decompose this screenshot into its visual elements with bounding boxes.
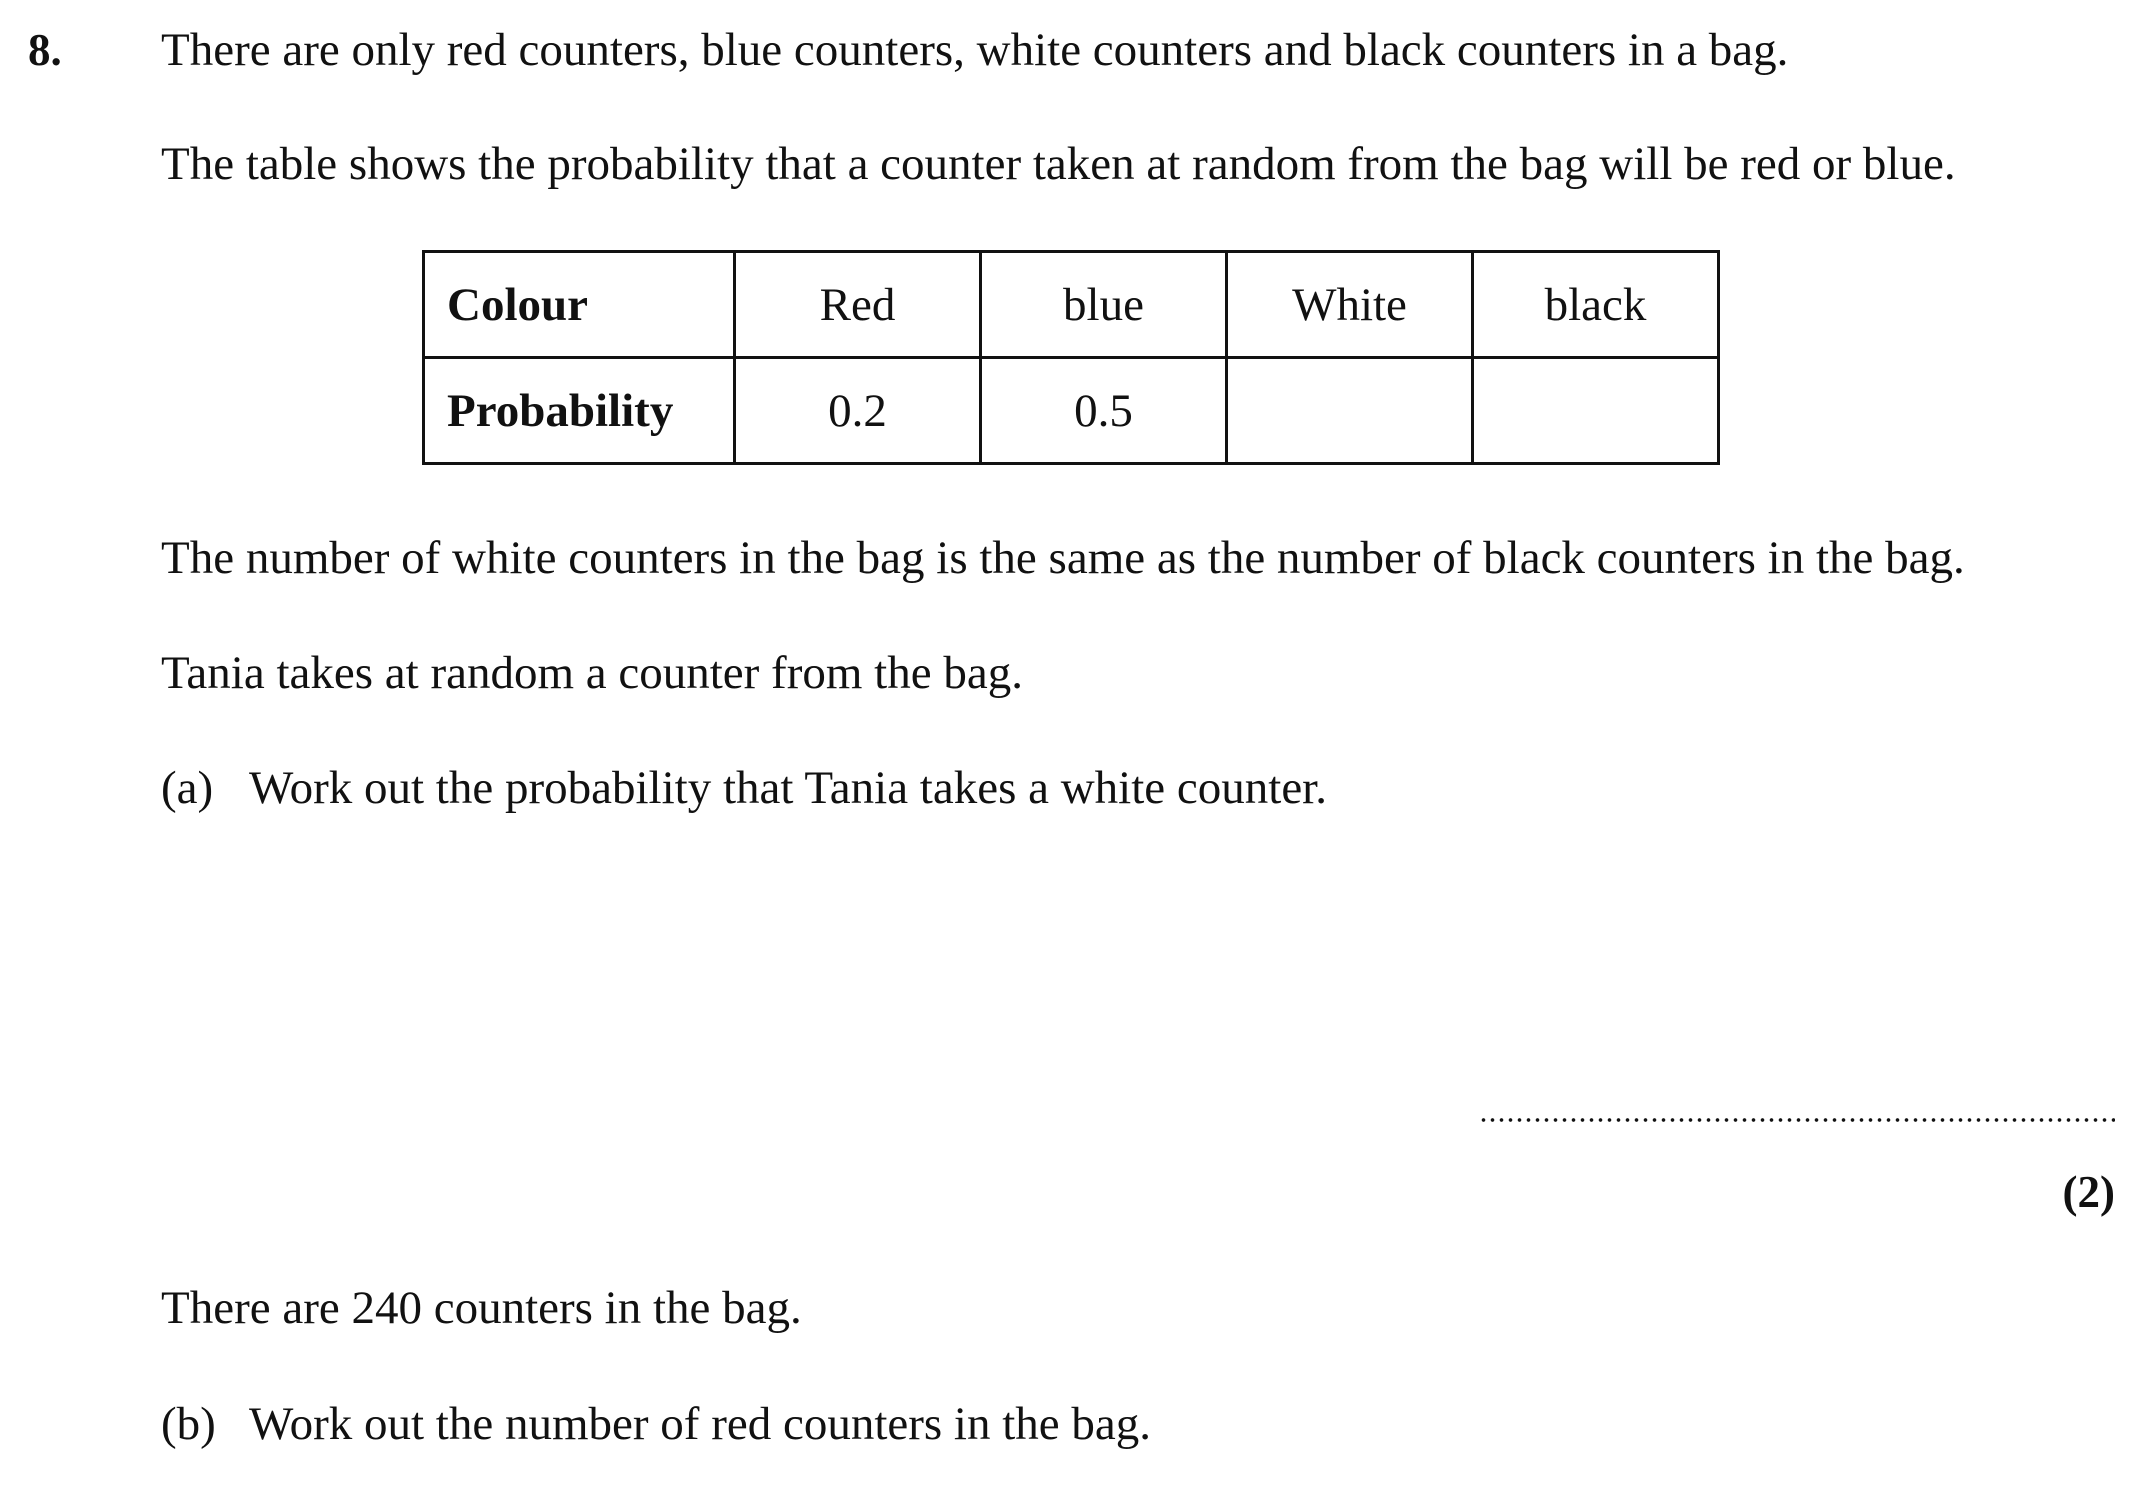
- statement-total-counters: There are 240 counters in the bag.: [161, 1282, 802, 1334]
- part-a-marks: (2): [2062, 1167, 2115, 1217]
- probability-table: [422, 250, 1720, 465]
- probability-cell-red: 0.2: [735, 358, 981, 464]
- colour-cell-blue: blue: [981, 252, 1227, 358]
- row-header-probability: Probability: [424, 358, 735, 464]
- part-b-text: Work out the number of red counters in the bag.: [249, 1398, 1152, 1450]
- statement-equal-counts: The number of white counters in the bag is the same as the number of black counters in the bag.: [161, 532, 1965, 584]
- answer-line-a[interactable]: [1479, 1118, 2115, 1122]
- part-b: [161, 1396, 1151, 1452]
- table-caption: The table shows the probability that a counter taken at random from the bag will be red or blue.: [161, 138, 1956, 190]
- colour-cell-black: black: [1473, 252, 1719, 358]
- row-header-colour: Colour: [424, 252, 735, 358]
- probability-cell-black: [1473, 358, 1719, 464]
- colour-cell-red: Red: [735, 252, 981, 358]
- part-a-text: Work out the probability that Tania takes a white counter.: [249, 762, 1327, 814]
- table-row-colour: [424, 252, 1719, 358]
- part-b-label: (b): [161, 1398, 216, 1450]
- probability-cell-white: [1227, 358, 1473, 464]
- probability-cell-blue: 0.5: [981, 358, 1227, 464]
- part-a: [161, 760, 1327, 816]
- question-intro: There are only red counters, blue counters, white counters and black counters in a bag.: [161, 24, 1789, 76]
- statement-tania: Tania takes at random a counter from the bag.: [161, 647, 1023, 699]
- table-row-probability: [424, 358, 1719, 464]
- colour-cell-white: White: [1227, 252, 1473, 358]
- question-number: 8.: [28, 25, 62, 75]
- part-a-label: (a): [161, 762, 214, 814]
